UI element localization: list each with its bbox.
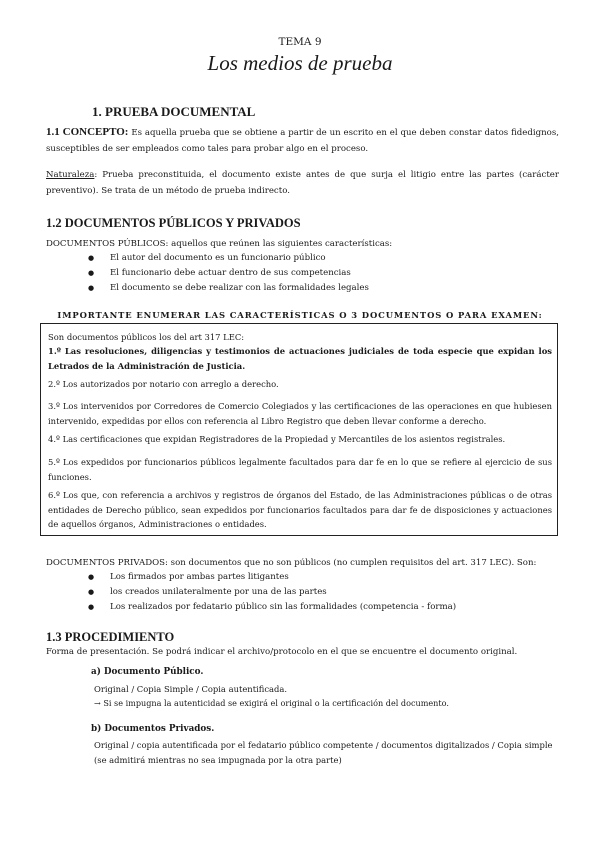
subsection-a-title: a) Documento Público. — [91, 667, 204, 677]
private-docs-label: DOCUMENTOS PRIVADOS — [46, 558, 166, 568]
concept-paragraph — [46, 125, 559, 157]
public-docs-label: DOCUMENTOS PÚBLICOS — [46, 239, 166, 249]
important-note: IMPORTANTE ENUMERAR LAS CARACTERÍSTICAS O 3 DOCUMENTOS O PARA EXAMEN: — [57, 310, 543, 320]
public-docs-intro-text: : aquellos que reúnen las siguientes características: — [165, 239, 393, 249]
box-item-1: 1.º Las resoluciones, diligencias y testimonios de actuaciones judiciales de toda especie que expidan los Letrados de la Administración de Justicia. — [48, 346, 552, 371]
list-item: ● Los realizados por fedatario público sin las formalidades (competencia - forma) — [88, 600, 456, 615]
section-heading-procedimiento: 1.3 PROCEDIMIENTO — [46, 630, 175, 644]
box-item-3: 3.º Los intervenidos por Corredores de Comercio Colegiados y las certificaciones de las operaciones en que hubiesen intervenido, expedidas por ellos con referencia al Libro Registro que deben llevar conforme a derecho. — [48, 401, 552, 426]
list-item: ● los creados unilateralmente por una de las partes — [88, 585, 456, 600]
subsection-a-line-2: → Si se impugna la autenticidad se exigirá el original o la certificación del documento. — [94, 698, 449, 708]
section-heading-prueba-documental: 1. PRUEBA DOCUMENTAL — [92, 104, 256, 119]
private-docs-list — [88, 570, 456, 614]
nature-label: Naturaleza — [46, 170, 95, 180]
box-item-4: 4.º Las certificaciones que expidan Registradores de la Propiedad y Mercantiles de los asientos registrales. — [48, 434, 506, 444]
list-item: ● El funcionario debe actuar dentro de sus competencias — [88, 266, 369, 281]
private-docs-intro-text: : son documentos que no son públicos (no cumplen requisitos del art. 317 LEC). Son: — [165, 558, 537, 568]
concept-label: 1.1 CONCEPTO: — [46, 126, 129, 138]
box-intro: Son documentos públicos los del art 317 LEC: — [48, 332, 245, 342]
list-item: ● El documento se debe realizar con las formalidades legales — [88, 281, 369, 296]
list-item: ● El autor del documento es un funcionario público — [88, 251, 369, 266]
topic-label: TEMA 9 — [278, 36, 322, 48]
concept-text: Es aquella prueba que se obtiene a partir de un escrito en el que deben constar datos fidedignos, susceptibles de ser empleados como tales para probar algo en el proceso. — [46, 128, 559, 154]
subsection-a-line-1: Original / Copia Simple / Copia autentificada. — [94, 684, 288, 694]
nature-paragraph — [46, 168, 559, 199]
nature-text: : Prueba preconstituida, el documento existe antes de que surja el litigio entre las partes (carácter preventivo). Se trata de un método de prueba indirecto. — [46, 170, 559, 196]
section-heading-documentos: 1.2 DOCUMENTOS PÚBLICOS Y PRIVADOS — [46, 216, 301, 230]
box-item-5: 5.º Los expedidos por funcionarios públicos legalmente facultados para dar fe en lo que se refiere al ejercicio de sus funciones. — [48, 457, 552, 482]
public-docs-list — [88, 251, 369, 295]
box-item-6: 6.º Los que, con referencia a archivos y registros de órganos del Estado, de las Administraciones públicas o de otras entidades de Derecho público, sean expedidos por funcionarios facultados para dar fe de disposiciones y actuaciones de aquellos órganos, Administraciones o entidades. — [48, 490, 552, 530]
subsection-b-text: Original / copia autentificada por el fedatario público competente / documentos digitalizados / Copia simple (se admitirá mientras no sea impugnada por la otra parte) — [94, 740, 553, 765]
page-title: Los medios de prueba — [207, 51, 393, 75]
subsection-b-title: b) Documentos Privados. — [91, 724, 215, 734]
procedure-intro: Forma de presentación. Se podrá indicar el archivo/protocolo en el que se encuentre el documento original. — [46, 647, 518, 657]
list-item: ● Los firmados por ambas partes litigantes — [88, 570, 456, 585]
box-item-2: 2.º Los autorizados por notario con arreglo a derecho. — [48, 379, 279, 389]
